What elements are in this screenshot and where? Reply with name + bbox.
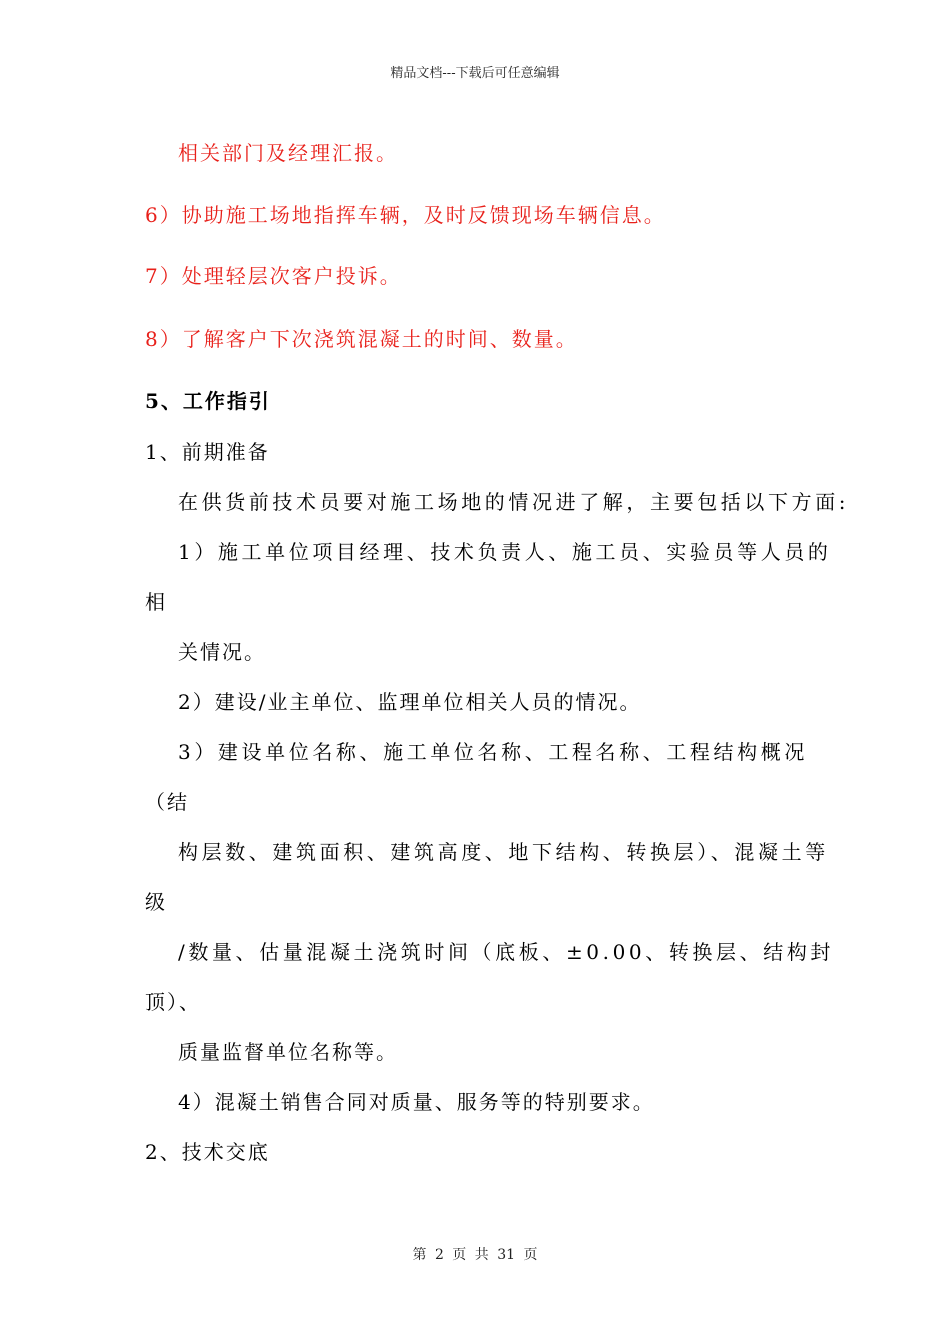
intro-paragraph: 在供货前技术员要对施工场地的情况进了解，主要包括以下方面: [178, 490, 850, 514]
page-header: 精品文档---下载后可任意编辑 [390, 66, 560, 81]
item-1-line-b: 相 [145, 590, 167, 614]
red-line-2: 6）协助施工场地指挥车辆，及时反馈现场车辆信息。 [145, 203, 666, 227]
red-line-4: 8）了解客户下次浇筑混凝土的时间、数量。 [145, 327, 578, 351]
item-3-line-b: （结 [145, 790, 189, 814]
section-heading: 5、工作指引 [145, 389, 271, 413]
item-3-line-c: 构层数、建筑面积、建筑高度、地下结构、转换层）、混凝土等 [178, 840, 829, 864]
red-line-1: 相关部门及经理汇报。 [178, 141, 398, 165]
item-3-line-d: 级 [145, 890, 167, 914]
subheading-technical-briefing: 2、技术交底 [145, 1140, 270, 1164]
item-3-line-a: 3）建设单位名称、施工单位名称、工程名称、工程结构概况 [178, 740, 808, 764]
item-1-line-a: 1）施工单位项目经理、技术负责人、施工员、实验员等人员的 [178, 540, 832, 564]
item-4: 4）混凝土销售合同对质量、服务等的特别要求。 [178, 1090, 655, 1114]
item-3-line-e: /数量、估量混凝土浇筑时间（底板、±0.00、转换层、结构封 [178, 940, 835, 964]
item-1-line-c: 关情况。 [178, 640, 266, 664]
item-3-line-g: 质量监督单位名称等。 [178, 1040, 398, 1064]
item-2: 2）建设/业主单位、监理单位相关人员的情况。 [178, 690, 642, 714]
page-footer: 第 2 页 共 31 页 [412, 1247, 538, 1263]
red-line-3: 7）处理轻层次客户投诉。 [145, 264, 402, 288]
item-3-line-f: 顶）、 [145, 990, 201, 1014]
subheading-preparation: 1、前期准备 [145, 440, 270, 464]
